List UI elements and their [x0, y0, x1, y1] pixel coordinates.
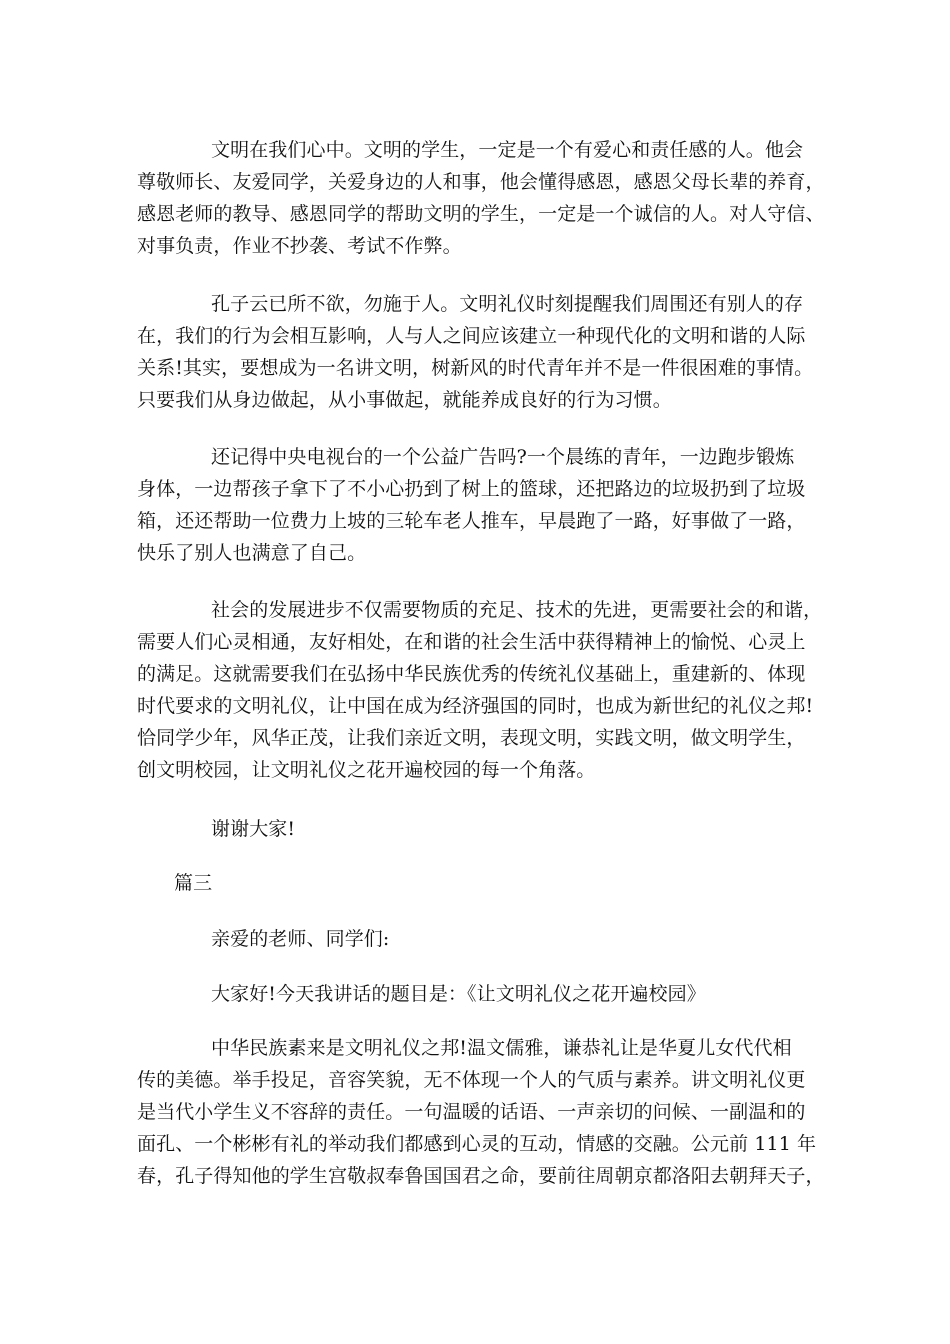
text-line: 只要我们从身边做起，从小事做起，就能养成良好的行为习惯。 [137, 389, 672, 411]
text-line: 在，我们的行为会相互影响，人与人之间应该建立一种现代化的文明和谐的人际 [137, 325, 806, 347]
text-line: 春，孔子得知他的学生宫敬叔奉鲁国国君之命，要前往周朝京都洛阳去朝拜天子， [137, 1165, 825, 1187]
text-line: 对事负责，作业不抄袭、考试不作弊。 [137, 235, 462, 257]
salutation [137, 923, 389, 955]
section-heading [137, 867, 212, 899]
text-line: 感恩老师的教导、感恩同学的帮助文明的学生，一定是一个诚信的人。对人守信、 [137, 203, 825, 225]
paragraph-4 [137, 594, 822, 786]
closing-thanks [137, 813, 295, 845]
speech-topic [137, 978, 706, 1010]
text-line: 身体，一边帮孩子拿下了不小心扔到了树上的篮球，还把路边的垃圾扔到了垃圾 [137, 478, 806, 500]
text-line: 创文明校园，让文明礼仪之花开遍校园的每一个角落。 [137, 759, 596, 781]
text-line: 还记得中央电视台的一个公益广告吗?一个晨练的青年，一边跑步锻炼 [211, 446, 795, 468]
text-line: 是当代小学生义不容辞的责任。一句温暖的话语、一声亲切的问候、一副温和的 [137, 1101, 806, 1123]
text-line: 社会的发展进步不仅需要物质的充足、技术的先进，更需要社会的和谐， [211, 599, 823, 621]
text-line: 孔子云已所不欲，勿施于人。文明礼仪时刻提醒我们周围还有别人的存 [211, 293, 804, 315]
paragraph-2 [137, 288, 813, 416]
text-line: 关系!其实，要想成为一名讲文明，树新风的时代青年并不是一件很困难的事情。 [137, 357, 814, 379]
text-line: 传的美德。举手投足，音容笑貌，无不体现一个人的气质与素养。讲文明礼仪更 [137, 1069, 806, 1091]
paragraph-3 [137, 441, 806, 569]
section-title: 篇三 [174, 872, 213, 894]
text-line: 恰同学少年，风华正茂，让我们亲近文明，表现文明，实践文明，做文明学生， [137, 727, 806, 749]
text-line: 大家好!今天我讲话的题目是：《让文明礼仪之花开遍校园》 [211, 983, 706, 1005]
text-line: 时代要求的文明礼仪，让中国在成为经济强国的同时，也成为新世纪的礼仪之邦! [137, 695, 814, 717]
paragraph-1 [137, 134, 825, 262]
text-line: 文明在我们心中。文明的学生，一定是一个有爱心和责任感的人。他会 [211, 139, 804, 161]
text-line: 中华民族素来是文明礼仪之邦!温文儒雅，谦恭礼让是华夏儿女代代相 [211, 1037, 792, 1059]
text-line: 面孔、一个彬彬有礼的举动我们都感到心灵的互动，情感的交融。公元前 111 年 [137, 1133, 817, 1155]
text-line: 尊敬师长、友爱同学，关爱身边的人和事，他会懂得感恩，感恩父母长辈的养育， [137, 171, 825, 193]
text-line: 箱，还还帮助一位费力上坡的三轮车老人推车，早晨跑了一路，好事做了一路， [137, 510, 806, 532]
paragraph-5 [137, 1032, 825, 1192]
text-line: 谢谢大家! [211, 818, 296, 840]
text-line: 快乐了别人也满意了自己。 [137, 542, 367, 564]
text-line: 亲爱的老师、同学们: [211, 928, 390, 950]
text-line: 的满足。这就需要我们在弘扬中华民族优秀的传统礼仪基础上，重建新的、体现 [137, 663, 806, 685]
text-line: 需要人们心灵相通，友好相处，在和谐的社会生活中获得精神上的愉悦、心灵上 [137, 631, 806, 653]
